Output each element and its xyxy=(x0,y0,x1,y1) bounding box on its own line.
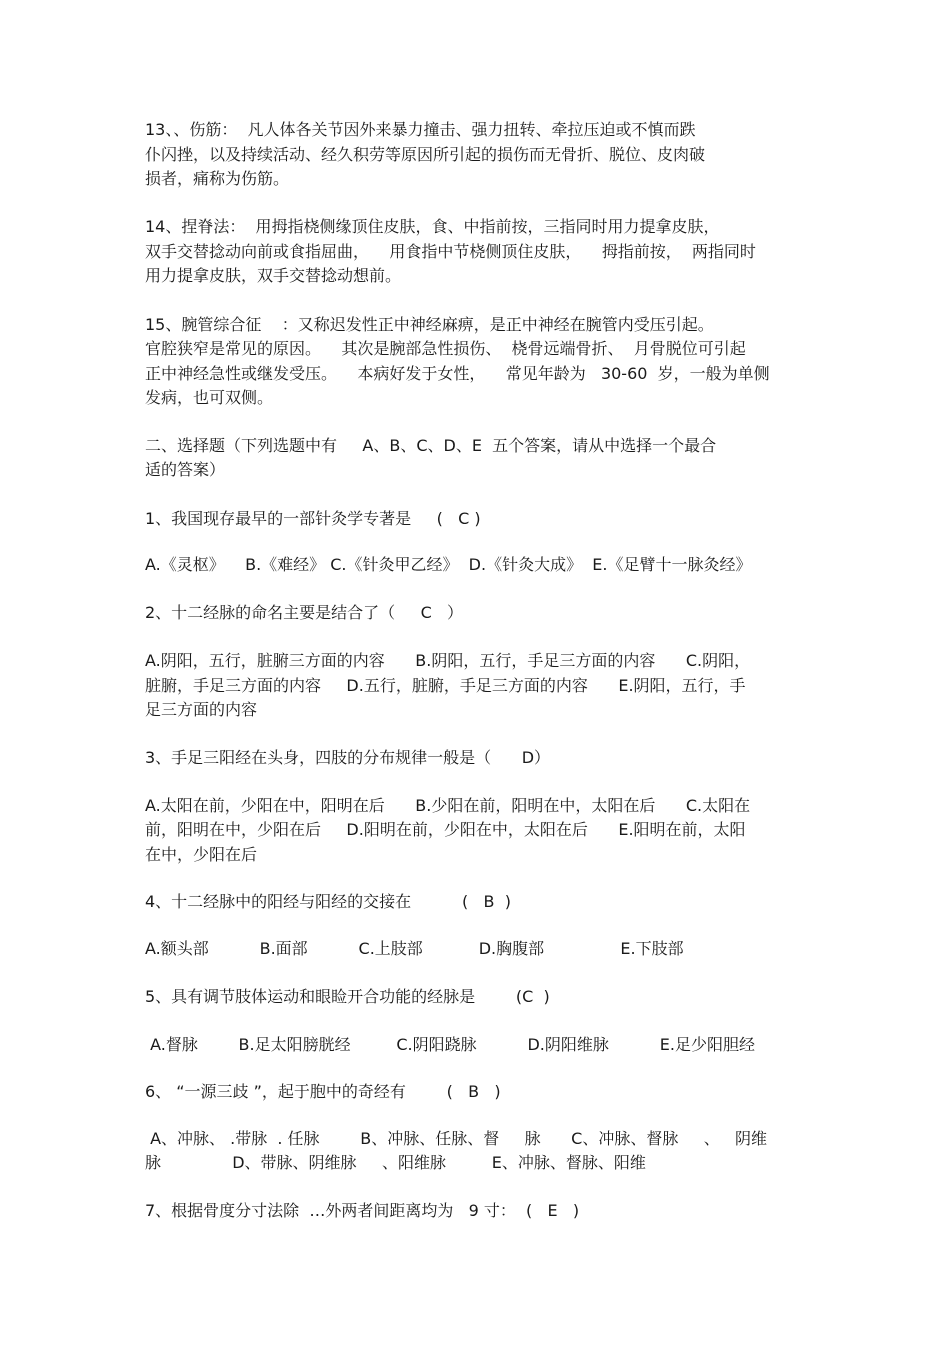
text-line: 官腔狭窄是常见的原因。 其次是腕部急性损伤、 桡骨远端骨折、 月骨脱位可引起 xyxy=(145,339,746,358)
question-stem: 1、我国现存最早的一部针灸学专著是 ( C ) xyxy=(145,509,481,528)
question-stem: 7、根据骨度分寸法除 …外两者间距离均为 9 寸： ( E ) xyxy=(145,1201,580,1220)
text-line: 二、选择题（下列选题中有 A、B、C、D、E 五个答案，请从中选择一个最合 xyxy=(145,436,717,455)
question-options: 脉 D、带脉、阴维脉 、阳维脉 E、冲脉、督脉、阳维 xyxy=(145,1153,646,1172)
text-line: 双手交替捻动向前或食指屈曲， 用食指中节桡侧顶住皮肤， 拇指前按， 两指同时 xyxy=(145,242,756,261)
text-line: 损者，痛称为伤筋。 xyxy=(145,169,290,188)
text-line: 正中神经急性或继发受压。 本病好发于女性， 常见年龄为 30-60 岁，一般为单侧 xyxy=(145,364,770,383)
question-options: 前，阳明在中，少阳在后 D.阳明在前，少阳在中，太阳在后 E.阳明在前，太阳 xyxy=(145,820,746,839)
question-options: A.《灵枢》 B.《难经》 C.《针灸甲乙经》 D.《针灸大成》 E.《足臂十一脉灸经》 xyxy=(145,555,752,574)
text-line: 15、腕管综合征 ：又称迟发性正中神经麻痹，是正中神经在腕管内受压引起。 xyxy=(145,315,714,334)
question-options: A.督脉 B.足太阳膀胱经 C.阴阳跷脉 D.阴阳维脉 E.足少阳胆经 xyxy=(145,1035,755,1054)
question-options: 脏腑，手足三方面的内容 D.五行，脏腑，手足三方面的内容 E.阴阳，五行，手 xyxy=(145,676,746,695)
question-options: A.太阳在前，少阳在中，阳明在后 B.少阳在前，阳明在中，太阳在后 C.太阳在 xyxy=(145,796,751,815)
text-line: 发病，也可双侧。 xyxy=(145,388,274,407)
question-options: A.阴阳，五行，脏腑三方面的内容 B.阴阳，五行，手足三方面的内容 C.阴阳， xyxy=(145,651,751,670)
question-stem: 4、十二经脉中的阳经与阳经的交接在 ( B ) xyxy=(145,892,511,911)
question-options: 在中，少阳在后 xyxy=(145,845,258,864)
text-line: 13、、伤筋： 凡人体各关节因外来暴力撞击、强力扭转、牵拉压迫或不慎而跌 xyxy=(145,120,696,139)
question-options: A.额头部 B.面部 C.上肢部 D.胸腹部 E.下肢部 xyxy=(145,939,684,958)
question-options: A、冲脉、 .带脉 . 任脉 B、冲脉、任脉、督 脉 C、冲脉、督脉 、 阴维 xyxy=(145,1129,768,1148)
text-line: 用力提拿皮肤，双手交替捻动想前。 xyxy=(145,266,402,285)
text-line: 适的答案） xyxy=(145,460,226,479)
question-stem: 6、 “一源三歧 ”，起于胞中的奇经有 ( B ) xyxy=(145,1082,501,1101)
question-options: 足三方面的内容 xyxy=(145,700,258,719)
text-line: 仆闪挫，以及持续活动、经久积劳等原因所引起的损伤而无骨折、脱位、皮肉破 xyxy=(145,145,706,164)
question-stem: 5、具有调节肢体运动和眼睑开合功能的经脉是 (C ) xyxy=(145,987,550,1006)
text-line: 14、捏脊法： 用拇指桡侧缘顶住皮肤，食、中指前按，三指同时用力提拿皮肤， xyxy=(145,217,720,236)
question-stem: 3、手足三阳经在头身，四肢的分布规律一般是（ D） xyxy=(145,748,551,767)
question-stem: 2、十二经脉的命名主要是结合了（ C ） xyxy=(145,603,464,622)
